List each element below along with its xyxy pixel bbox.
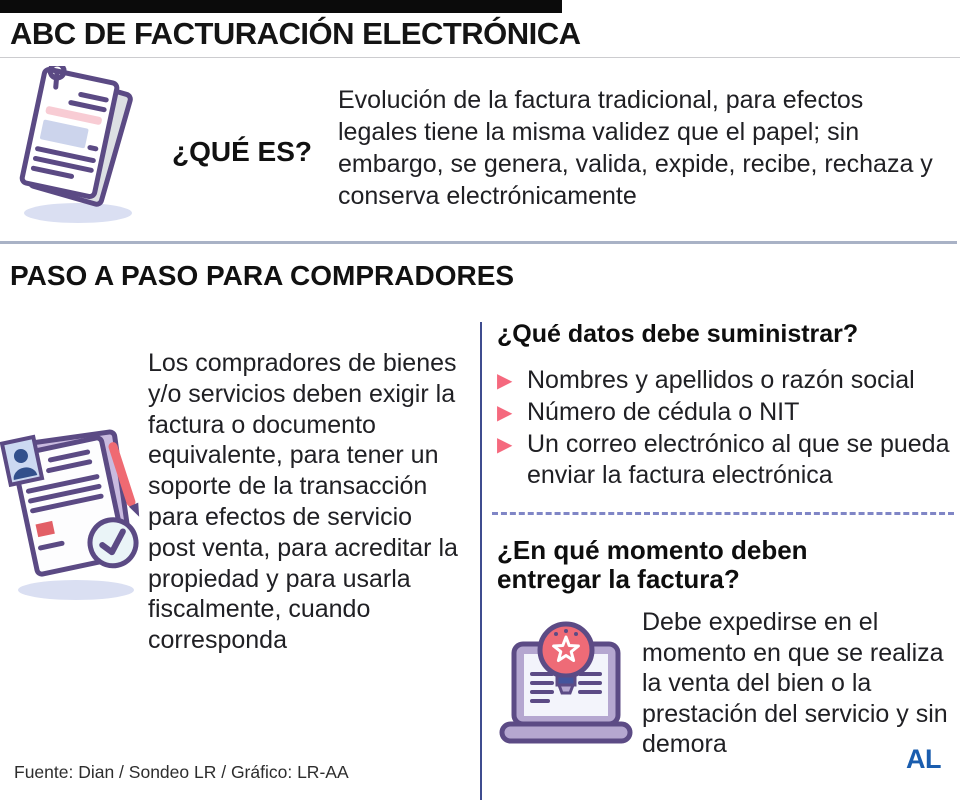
momento-heading: ¿En qué momento deben entregar la factura? [497,535,808,594]
datos-list [497,365,952,492]
list-item-label: Nombres y apellidos o razón social [527,366,915,394]
buyer-paragraph: Los compradores de bienes y/o servicios deben exigir la factura o documento equivalente, para tener un soporte de la transacción para efectos de servicio post venta, para acreditar la propiedad y para usarla fiscalmente, cuando corresponda [148,349,458,655]
page-title: ABC DE FACTURACIÓN ELECTRÓNICA [10,16,581,51]
list-item [497,365,952,396]
laptop-lightbulb-icon [496,606,636,761]
que-es-label: ¿QUÉ ES? [172,136,313,167]
column-divider-line [480,322,482,800]
momento-paragraph: Debe expedirse en el momento en que se realiza la venta del bien o la prestación del servicio y sin demora [642,608,948,758]
triangle-bullet-icon: ▶ [497,402,513,424]
invoice-document-icon [14,66,146,231]
datos-heading: ¿Qué datos debe suministrar? [497,320,859,348]
title-divider [0,57,960,58]
list-item-label: Número de cédula o NIT [527,398,800,426]
list-item [497,429,952,491]
triangle-bullet-icon: ▶ [497,434,513,456]
section-divider [0,241,957,244]
list-item-label: Un correo electrónico al que se pueda enviar la factura electrónica [527,430,950,489]
dashed-divider [492,512,954,515]
al-logo: AL [906,744,941,774]
signed-contract-icon [0,418,165,613]
list-item [497,397,952,428]
top-black-bar [0,0,562,13]
que-es-description: Evolución de la factura tradicional, para efectos legales tiene la misma validez que el papel; sin embargo, se genera, valida, expide, recibe, rechaza y conserva electrónicamente [338,86,933,210]
source-credit: Fuente: Dian / Sondeo LR / Gráfico: LR-AA [14,762,349,782]
triangle-bullet-icon: ▶ [497,370,513,392]
paso-heading: PASO A PASO PARA COMPRADORES [10,260,515,291]
